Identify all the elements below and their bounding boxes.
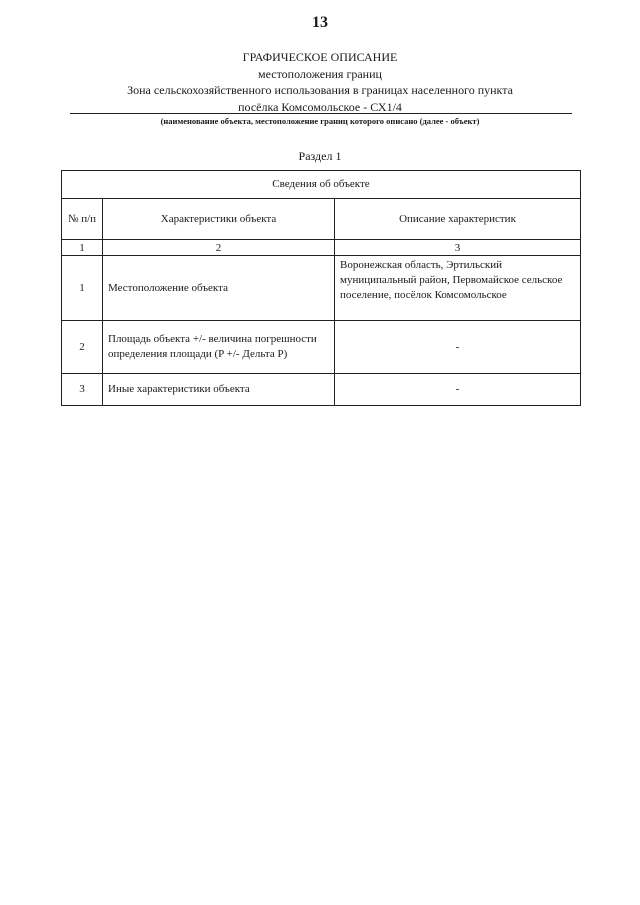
heading-subtitle: местоположения границ <box>258 66 382 81</box>
table-index-row <box>62 240 581 256</box>
table-title: Сведения об объекте <box>62 171 581 199</box>
row-num: 2 <box>62 321 103 374</box>
document-heading <box>60 49 580 115</box>
row-num: 3 <box>62 374 103 406</box>
table-row <box>62 321 581 374</box>
row-description: - <box>335 321 581 374</box>
page-number: 13 <box>312 14 328 31</box>
header-characteristic: Характеристики объекта <box>103 199 335 240</box>
heading-object-location: посёлка Комсомольское - СХ1/4 <box>238 99 402 114</box>
row-characteristic: Площадь объекта +/- величина погрешности определения площади (P +/- Дельта P) <box>103 321 335 374</box>
index-cell: 1 <box>62 240 103 256</box>
header-description: Описание характеристик <box>335 199 581 240</box>
table-row <box>62 256 581 321</box>
row-num: 1 <box>62 256 103 321</box>
row-characteristic: Иные характеристики объекта <box>103 374 335 406</box>
table-row <box>62 374 581 406</box>
heading-underline <box>70 113 572 114</box>
heading-object-name: Зона сельскохозяйственного использования в границах населенного пункта <box>127 83 513 97</box>
header-num: № п/п <box>62 199 103 240</box>
heading-title: ГРАФИЧЕСКОЕ ОПИСАНИЕ <box>242 50 398 64</box>
table-title-row <box>62 171 581 199</box>
heading-note: (наименование объекта, местоположение границ которого описано (далее - объект) <box>160 116 480 126</box>
index-cell: 3 <box>335 240 581 256</box>
section-title: Раздел 1 <box>298 149 342 163</box>
row-description: Воронежская область, Эртильский муниципальный район, Первомайское сельское поселение, посёлок Комсомольское <box>335 256 581 321</box>
table-header-row <box>62 199 581 240</box>
row-characteristic: Местоположение объекта <box>103 256 335 321</box>
row-description: - <box>335 374 581 406</box>
object-info-table <box>61 170 581 406</box>
index-cell: 2 <box>103 240 335 256</box>
